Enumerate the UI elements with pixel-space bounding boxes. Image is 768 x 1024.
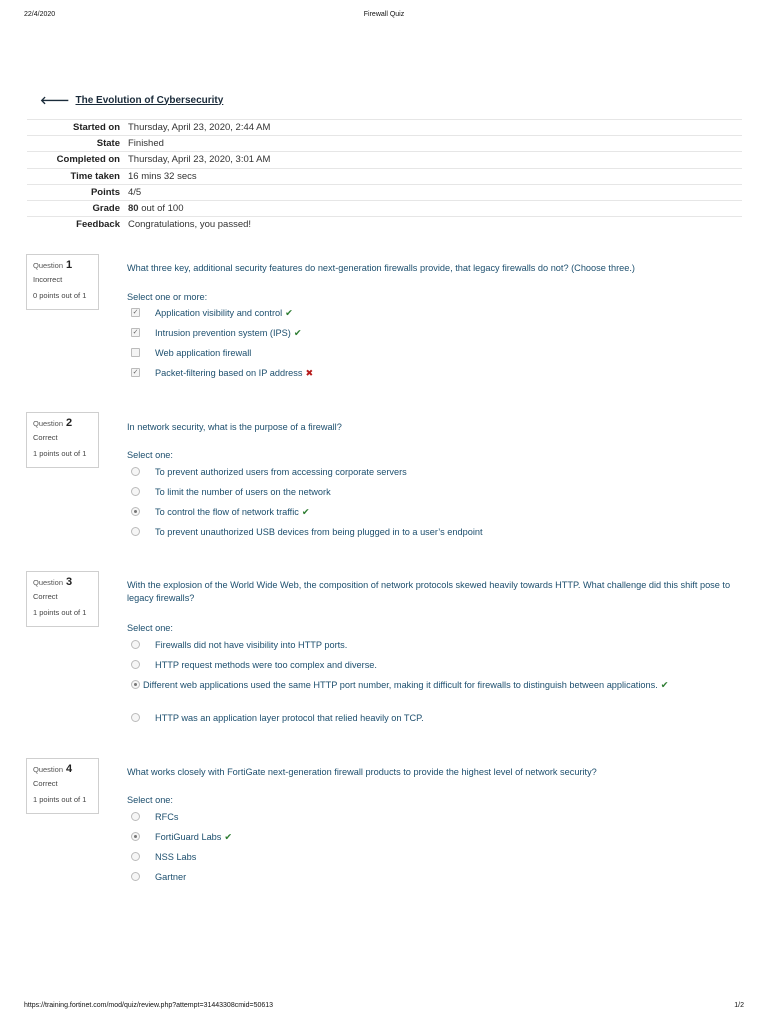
answer-text: Application visibility and control: [155, 308, 283, 318]
answer-text: HTTP request methods were too complex and diverse.: [155, 660, 377, 670]
summary-value: Thursday, April 23, 2020, 3:01 AM: [126, 152, 742, 168]
summary-row: [27, 217, 742, 233]
answer-text: RFCs: [155, 812, 179, 822]
answer-text: Gartner: [155, 872, 187, 882]
summary-value: [126, 200, 742, 216]
question-state: Incorrect: [33, 275, 63, 284]
check-icon: ✔: [301, 507, 310, 517]
question-number: Question 1: [33, 259, 73, 271]
answer-radio[interactable]: [131, 467, 140, 476]
answer-radio[interactable]: [131, 852, 140, 861]
answer-option: [131, 851, 731, 864]
answer-text: HTTP was an application layer protocol that relied heavily on TCP.: [155, 713, 424, 723]
question-number: Question 3: [33, 576, 73, 588]
answer-text: FortiGuard Labs: [155, 832, 222, 842]
summary-label: Grade: [27, 200, 126, 216]
question-text-4: What works closely with FortiGate next-generation firewall products to provide the highest level of network security?: [127, 767, 597, 777]
answer-prompt: Select one:: [127, 795, 173, 805]
summary-row: [27, 200, 742, 216]
answer-option: [131, 526, 731, 539]
summary-label: Feedback: [27, 217, 126, 233]
back-to-course-link[interactable]: [40, 93, 223, 107]
question-state: Correct: [33, 592, 58, 601]
print-date: 22/4/2020: [24, 11, 56, 18]
answer-radio[interactable]: [131, 872, 140, 881]
answer-text: Packet-filtering based on IP address: [155, 368, 303, 378]
answer-radio[interactable]: [131, 527, 140, 536]
question-number: Question 4: [33, 763, 73, 775]
summary-label: Completed on: [27, 152, 126, 168]
question-info-2: [26, 412, 99, 468]
answer-text: To limit the number of users on the network: [155, 487, 331, 497]
check-icon: ✔: [285, 308, 293, 318]
summary-label: State: [27, 136, 126, 152]
answer-prompt: Select one:: [127, 623, 173, 633]
back-link-label: The Evolution of Cybersecurity: [75, 94, 224, 106]
grade-value: 80: [128, 203, 139, 215]
question-info-3: [26, 571, 99, 627]
summary-value: Thursday, April 23, 2020, 2:44 AM: [126, 120, 742, 136]
print-title: Firewall Quiz: [363, 11, 405, 18]
answer-option: [131, 466, 731, 479]
question-text-1: What three key, additional security features do next-generation firewalls provide, that legacy firewalls do not? (Choose three.): [127, 263, 635, 273]
summary-value: 4/5: [126, 184, 742, 200]
answer-text: To prevent unauthorized USB devices from being plugged in to a user’s endpoint: [155, 527, 483, 537]
grade-out-of: out of 100: [138, 203, 184, 215]
summary-row: [27, 120, 742, 136]
summary-label: Time taken: [27, 168, 126, 184]
answer-option: [131, 871, 731, 884]
summary-row: [27, 168, 742, 184]
answer-option: [131, 831, 731, 844]
question-grade: 1 points out of 1: [33, 608, 87, 617]
answer-option: [131, 712, 731, 725]
cross-icon: ✖: [305, 368, 314, 378]
answer-radio[interactable]: [131, 487, 140, 496]
summary-row: [27, 136, 742, 152]
summary-row: [27, 184, 742, 200]
answer-checkbox[interactable]: ✓: [132, 369, 139, 376]
question-state: Correct: [33, 433, 58, 442]
answer-text: Firewalls did not have visibility into HTTP ports.: [155, 640, 348, 650]
answer-prompt: Select one:: [127, 450, 173, 460]
answer-option: [131, 307, 731, 320]
answer-radio[interactable]: [131, 660, 140, 669]
question-grade: 1 points out of 1: [33, 449, 87, 458]
answer-option: [131, 486, 731, 499]
question-state: Correct: [33, 779, 58, 788]
question-text-2: In network security, what is the purpose of a firewall?: [127, 422, 342, 432]
answer-option: [131, 367, 731, 380]
question-info-1: [26, 254, 99, 310]
answer-text: Intrusion prevention system (IPS): [155, 328, 291, 338]
answer-text: Web application firewall: [155, 348, 252, 358]
summary-value: Finished: [126, 136, 742, 152]
question-info-4: [26, 758, 99, 814]
answer-text: NSS Labs: [155, 852, 197, 862]
answer-radio[interactable]: [131, 680, 140, 689]
print-page-number: 1/2: [734, 1002, 744, 1009]
question-number: Question 2: [33, 417, 73, 429]
attempt-summary-table: [27, 119, 742, 233]
answer-radio[interactable]: [131, 640, 140, 649]
summary-label: Points: [27, 184, 126, 200]
print-footer: [24, 1002, 744, 1012]
answer-radio[interactable]: [131, 832, 140, 841]
check-icon: ✔: [293, 328, 302, 338]
answer-option: [131, 659, 731, 672]
question-grade: 1 points out of 1: [33, 795, 87, 804]
answer-option: [131, 506, 731, 519]
answer-radio[interactable]: [131, 713, 140, 722]
question-grade: 0 points out of 1: [33, 291, 87, 300]
summary-value: 16 mins 32 secs: [126, 168, 742, 184]
answer-radio[interactable]: [131, 507, 140, 516]
answer-radio[interactable]: [131, 812, 140, 821]
answer-option: [131, 347, 731, 360]
answer-option: [131, 811, 731, 824]
answer-option: [131, 327, 731, 340]
print-header: [24, 11, 744, 21]
answer-text: To prevent authorized users from accessing corporate servers: [155, 467, 407, 477]
answer-option: [131, 679, 721, 692]
answer-checkbox[interactable]: ✓: [132, 309, 139, 316]
check-icon: ✔: [660, 680, 669, 690]
summary-label: Started on: [27, 120, 126, 136]
question-text-3: With the explosion of the World Wide Web, the composition of network protocols skewed heavily towards HTTP. What challenge did this shift pose to legacy firewalls?: [127, 580, 731, 603]
answer-checkbox[interactable]: ✓: [132, 329, 139, 336]
answer-prompt: Select one or more:: [127, 292, 208, 302]
answer-text: To control the flow of network traffic: [155, 507, 299, 517]
print-url: https://training.fortinet.com/mod/quiz/review.php?attempt=31443308cmid=50613: [24, 1002, 274, 1009]
answer-checkbox[interactable]: [131, 348, 140, 357]
summary-value: Congratulations, you passed!: [126, 217, 742, 233]
arrow-left-icon: 🡐: [40, 95, 70, 107]
answer-option: [131, 639, 731, 652]
answer-text: Different web applications used the same HTTP port number, making it difficult for firewalls to distinguish between applications.: [143, 680, 658, 690]
summary-row: [27, 152, 742, 168]
check-icon: ✔: [224, 832, 233, 842]
